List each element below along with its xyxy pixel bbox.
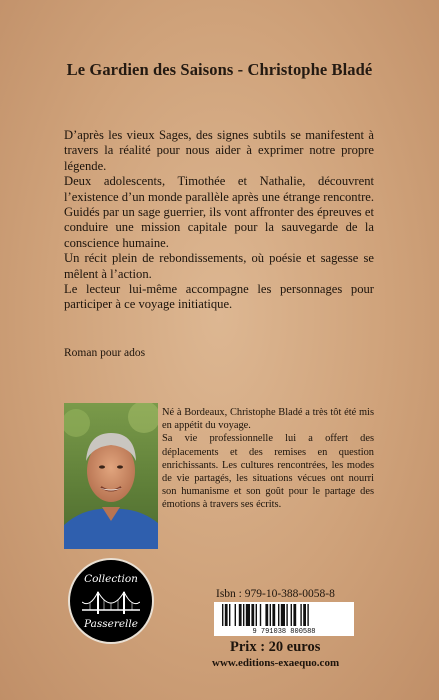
barcode-bar <box>307 604 308 626</box>
barcode <box>214 602 354 636</box>
barcode-bar <box>281 604 285 626</box>
bio-paragraph: Sa vie professionnelle lui a offert des déplacements et des remises en question enrichissants. Les cultures rencontrées, les modes de vie partagés, les situations vécues ont nourri son humanisme et son goût pour le partage des émotions à travers ses écrits. <box>162 433 374 511</box>
barcode-bar <box>293 604 296 626</box>
blurb-paragraph: D’après les vieux Sages, des signes subtils se manifestent à travers la réalité pour nous aider à exprimer notre propre légende. <box>64 128 374 173</box>
barcode-bar <box>270 604 271 626</box>
blurb-paragraph: Deux adolescents, Timothée et Nathalie, découvrent l’existence d’un monde parallèle après une étrange rencontre. Guidés par un sage guerrier, ils vont affronter des épreuves et conduire une mission capitale pour la sauvegarde de la conscience humaine. <box>64 174 374 250</box>
logo-text-bottom: Passerelle <box>83 618 138 630</box>
barcode-bar <box>286 604 287 626</box>
barcode-bar <box>222 604 223 626</box>
barcode-bar <box>235 604 236 626</box>
barcode-bar <box>278 604 279 626</box>
barcode-bar <box>225 604 228 626</box>
author-bio <box>162 406 374 512</box>
bridge-icon <box>82 588 140 618</box>
barcode-bar <box>256 604 257 626</box>
author-photo <box>64 403 158 549</box>
blurb-paragraph: Le lecteur lui-même accompagne les personnages pour participer à ce voyage initiatique. <box>64 282 374 312</box>
collection-logo <box>68 558 154 644</box>
barcode-bar <box>303 604 306 626</box>
logo-text-top: Collection <box>84 573 138 585</box>
barcode-bar <box>265 604 268 626</box>
barcode-bar <box>272 604 275 626</box>
barcode-bar <box>239 604 242 626</box>
barcode-bar <box>260 604 261 626</box>
publisher-website: www.editions-exaequo.com <box>212 657 340 669</box>
genre-label: Roman pour ados <box>64 347 146 359</box>
barcode-digits: 9 791038 800588 <box>252 628 316 636</box>
back-cover-blurb <box>64 128 374 313</box>
barcode-bar <box>229 604 230 626</box>
barcode-bar <box>246 604 250 626</box>
blurb-paragraph: Un récit plein de rebondissements, où poésie et sagesse se mêlent à l’action. <box>64 251 374 281</box>
price: Prix : 20 euros <box>230 639 321 655</box>
book-title: Le Gardien des Saisons - Christophe Bladé <box>66 60 373 79</box>
isbn-label: Isbn : 979-10-388-0058-8 <box>216 588 335 600</box>
bio-paragraph: Né à Bordeaux, Christophe Bladé a très tôt été mis en appétit du voyage. <box>162 407 374 432</box>
barcode-bar <box>291 604 292 626</box>
barcode-bar <box>251 604 254 626</box>
barcode-bar <box>243 604 244 626</box>
barcode-bars <box>220 604 348 628</box>
barcode-bar <box>300 604 301 626</box>
